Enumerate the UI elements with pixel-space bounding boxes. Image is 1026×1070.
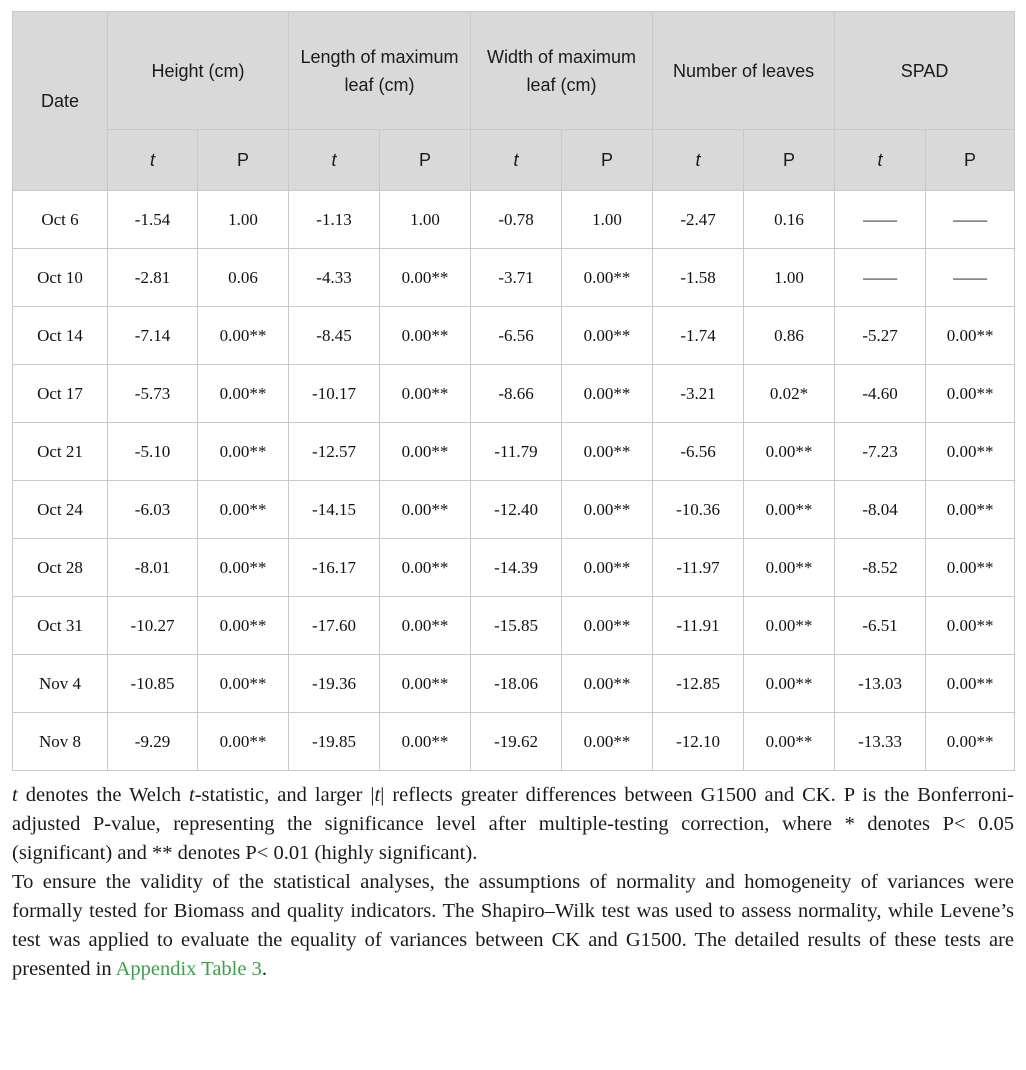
header-leaf-length — [289, 12, 471, 130]
cell-t-value: -14.39 — [471, 539, 562, 597]
header-date: Date — [13, 12, 108, 191]
cell-date: Oct 28 — [13, 539, 108, 597]
cell-p-value: 0.00** — [380, 423, 471, 481]
cell-t-value: -10.27 — [108, 597, 198, 655]
table-row — [13, 597, 1015, 655]
cell-p-value: 0.06 — [198, 249, 289, 307]
note-text: To ensure the validity of the statistical analyses, the assumptions of normality and homogeneity of variances were formally tested for Biomass and quality indicators. The Shapiro–Wilk test was used to assess normality, while Levene’s test was applied to evaluate the equality of variances between CK and G1500. The detailed results of these tests are presented in — [12, 871, 1014, 980]
t-symbol: t — [374, 784, 381, 806]
note-assumptions — [12, 868, 1014, 984]
cell-p-value: 0.00** — [926, 655, 1015, 713]
cell-t-value: -5.73 — [108, 365, 198, 423]
cell-t-value: -3.21 — [653, 365, 744, 423]
header-label: Height (cm) — [151, 60, 245, 81]
cell-p-value: 0.00** — [562, 423, 653, 481]
cell-t-value: -12.57 — [289, 423, 380, 481]
note-text: -statistic, and larger | — [194, 784, 375, 806]
cell-t-value: -1.58 — [653, 249, 744, 307]
cell-p-value: 0.86 — [744, 307, 835, 365]
cell-p-value: 0.00** — [380, 539, 471, 597]
cell-p-value: 0.00** — [926, 307, 1015, 365]
header-height — [108, 12, 289, 130]
cell-p-value: 0.00** — [198, 423, 289, 481]
cell-p-value: 0.00** — [380, 365, 471, 423]
cell-p-value: 0.00** — [744, 539, 835, 597]
cell-t-value: -12.40 — [471, 481, 562, 539]
cell-t-value: -11.91 — [653, 597, 744, 655]
cell-t-value: -18.06 — [471, 655, 562, 713]
cell-t-value: -14.15 — [289, 481, 380, 539]
content — [12, 11, 1014, 984]
header-label: Number of leaves — [673, 60, 815, 81]
cell-p-value: 0.00** — [744, 423, 835, 481]
cell-t-value: -5.10 — [108, 423, 198, 481]
cell-p-value: 1.00 — [562, 191, 653, 249]
cell-p-value: 0.00** — [380, 597, 471, 655]
cell-t-value: -13.33 — [835, 713, 926, 771]
subheader-t: t — [471, 130, 562, 191]
cell-t-value: -3.71 — [471, 249, 562, 307]
cell-p-value: 0.00** — [562, 539, 653, 597]
cell-t-value: -1.54 — [108, 191, 198, 249]
cell-date: Oct 21 — [13, 423, 108, 481]
cell-p-value: 0.00** — [562, 597, 653, 655]
subheader-t: t — [289, 130, 380, 191]
cell-t-value: -6.56 — [471, 307, 562, 365]
cell-t-value: -17.60 — [289, 597, 380, 655]
cell-t-value: -5.27 — [835, 307, 926, 365]
cell-p-value: 0.00** — [926, 481, 1015, 539]
cell-p-value: 0.00** — [926, 597, 1015, 655]
cell-t-value: -6.03 — [108, 481, 198, 539]
cell-t-value: -1.74 — [653, 307, 744, 365]
header-leaf-count — [653, 12, 835, 130]
cell-p-value: 0.02* — [744, 365, 835, 423]
table-notes — [12, 781, 1014, 984]
subheader-t: t — [108, 130, 198, 191]
cell-t-value: -8.66 — [471, 365, 562, 423]
header-spad — [835, 12, 1015, 130]
cell-t-value: -12.10 — [653, 713, 744, 771]
cell-p-value: 0.00** — [380, 713, 471, 771]
cell-t-value: -12.85 — [653, 655, 744, 713]
cell-p-value: 0.16 — [744, 191, 835, 249]
cell-p-value: 0.00** — [926, 365, 1015, 423]
header-label: Width of maximum leaf (cm) — [487, 46, 637, 95]
appendix-link[interactable]: Appendix Table 3 — [115, 958, 262, 980]
cell-t-value: —— — [835, 191, 926, 249]
header-label: Length of maximum leaf (cm) — [300, 46, 459, 95]
table-row — [13, 191, 1015, 249]
cell-t-value: -15.85 — [471, 597, 562, 655]
cell-p-value: 0.00** — [562, 249, 653, 307]
cell-t-value: -8.45 — [289, 307, 380, 365]
cell-t-value: -10.17 — [289, 365, 380, 423]
note-text: | reflects greater differences between G1500 and CK. P is the Bonferroni-adjusted P-value, representing the significance level after multiple-testing correction, where * denotes P< 0.05 (significant) and ** denotes P< 0.01 (highly significant). — [12, 784, 1014, 864]
cell-date: Nov 8 — [13, 713, 108, 771]
cell-date: Oct 31 — [13, 597, 108, 655]
cell-t-value: -19.85 — [289, 713, 380, 771]
cell-t-value: -11.97 — [653, 539, 744, 597]
cell-t-value: -1.13 — [289, 191, 380, 249]
cell-p-value: 0.00** — [562, 481, 653, 539]
cell-t-value: -8.01 — [108, 539, 198, 597]
cell-p-value: 0.00** — [380, 307, 471, 365]
subheader-p: P — [926, 130, 1015, 191]
note-end: . — [261, 958, 267, 980]
cell-t-value: -7.23 — [835, 423, 926, 481]
cell-p-value: 0.00** — [926, 539, 1015, 597]
t-symbol: t — [12, 784, 18, 806]
cell-p-value: 0.00** — [198, 539, 289, 597]
cell-p-value: 1.00 — [380, 191, 471, 249]
table-row — [13, 423, 1015, 481]
cell-p-value: 0.00** — [744, 597, 835, 655]
t-symbol: t — [188, 784, 195, 806]
stats-table — [12, 11, 1015, 771]
cell-p-value: 0.00** — [380, 249, 471, 307]
cell-t-value: -8.52 — [835, 539, 926, 597]
cell-p-value: 0.00** — [198, 655, 289, 713]
cell-t-value: -19.36 — [289, 655, 380, 713]
table-row — [13, 365, 1015, 423]
subheader-t: t — [835, 130, 926, 191]
header-label: SPAD — [900, 60, 949, 81]
table-row — [13, 655, 1015, 713]
cell-date: Oct 6 — [13, 191, 108, 249]
cell-p-value: 0.00** — [744, 655, 835, 713]
cell-p-value: 0.00** — [926, 713, 1015, 771]
cell-p-value: 0.00** — [198, 597, 289, 655]
cell-t-value: -10.36 — [653, 481, 744, 539]
cell-p-value: 0.00** — [198, 307, 289, 365]
cell-p-value: 0.00** — [744, 481, 835, 539]
cell-t-value: —— — [835, 249, 926, 307]
cell-p-value: 0.00** — [562, 365, 653, 423]
cell-date: Oct 24 — [13, 481, 108, 539]
subheader-p: P — [198, 130, 289, 191]
cell-t-value: -6.51 — [835, 597, 926, 655]
cell-p-value: 1.00 — [744, 249, 835, 307]
cell-t-value: -7.14 — [108, 307, 198, 365]
cell-t-value: -4.33 — [289, 249, 380, 307]
cell-t-value: -0.78 — [471, 191, 562, 249]
table-row — [13, 249, 1015, 307]
subheader-p: P — [380, 130, 471, 191]
cell-p-value: —— — [926, 191, 1015, 249]
subheader-p: P — [744, 130, 835, 191]
cell-t-value: -2.47 — [653, 191, 744, 249]
note-text: denotes the Welch — [17, 784, 189, 806]
cell-p-value: 0.00** — [198, 365, 289, 423]
cell-p-value: 0.00** — [198, 713, 289, 771]
table-row — [13, 307, 1015, 365]
cell-t-value: -2.81 — [108, 249, 198, 307]
cell-date: Oct 10 — [13, 249, 108, 307]
cell-p-value: 0.00** — [380, 655, 471, 713]
cell-date: Nov 4 — [13, 655, 108, 713]
cell-t-value: -8.04 — [835, 481, 926, 539]
cell-t-value: -11.79 — [471, 423, 562, 481]
cell-date: Oct 14 — [13, 307, 108, 365]
header-leaf-width — [471, 12, 653, 130]
cell-p-value: 0.00** — [562, 713, 653, 771]
cell-t-value: -4.60 — [835, 365, 926, 423]
cell-t-value: -19.62 — [471, 713, 562, 771]
table-row — [13, 539, 1015, 597]
subheader-p: P — [562, 130, 653, 191]
cell-p-value: 0.00** — [198, 481, 289, 539]
cell-t-value: -9.29 — [108, 713, 198, 771]
subheader-t: t — [653, 130, 744, 191]
cell-p-value: 0.00** — [562, 655, 653, 713]
cell-p-value: 0.00** — [744, 713, 835, 771]
cell-t-value: -16.17 — [289, 539, 380, 597]
cell-p-value: 0.00** — [562, 307, 653, 365]
cell-t-value: -6.56 — [653, 423, 744, 481]
cell-p-value: —— — [926, 249, 1015, 307]
table-body — [13, 191, 1015, 771]
cell-p-value: 1.00 — [198, 191, 289, 249]
note-definitions — [12, 781, 1014, 868]
table-row — [13, 713, 1015, 771]
table-row — [13, 481, 1015, 539]
cell-t-value: -10.85 — [108, 655, 198, 713]
cell-p-value: 0.00** — [380, 481, 471, 539]
cell-p-value: 0.00** — [926, 423, 1015, 481]
cell-date: Oct 17 — [13, 365, 108, 423]
cell-t-value: -13.03 — [835, 655, 926, 713]
